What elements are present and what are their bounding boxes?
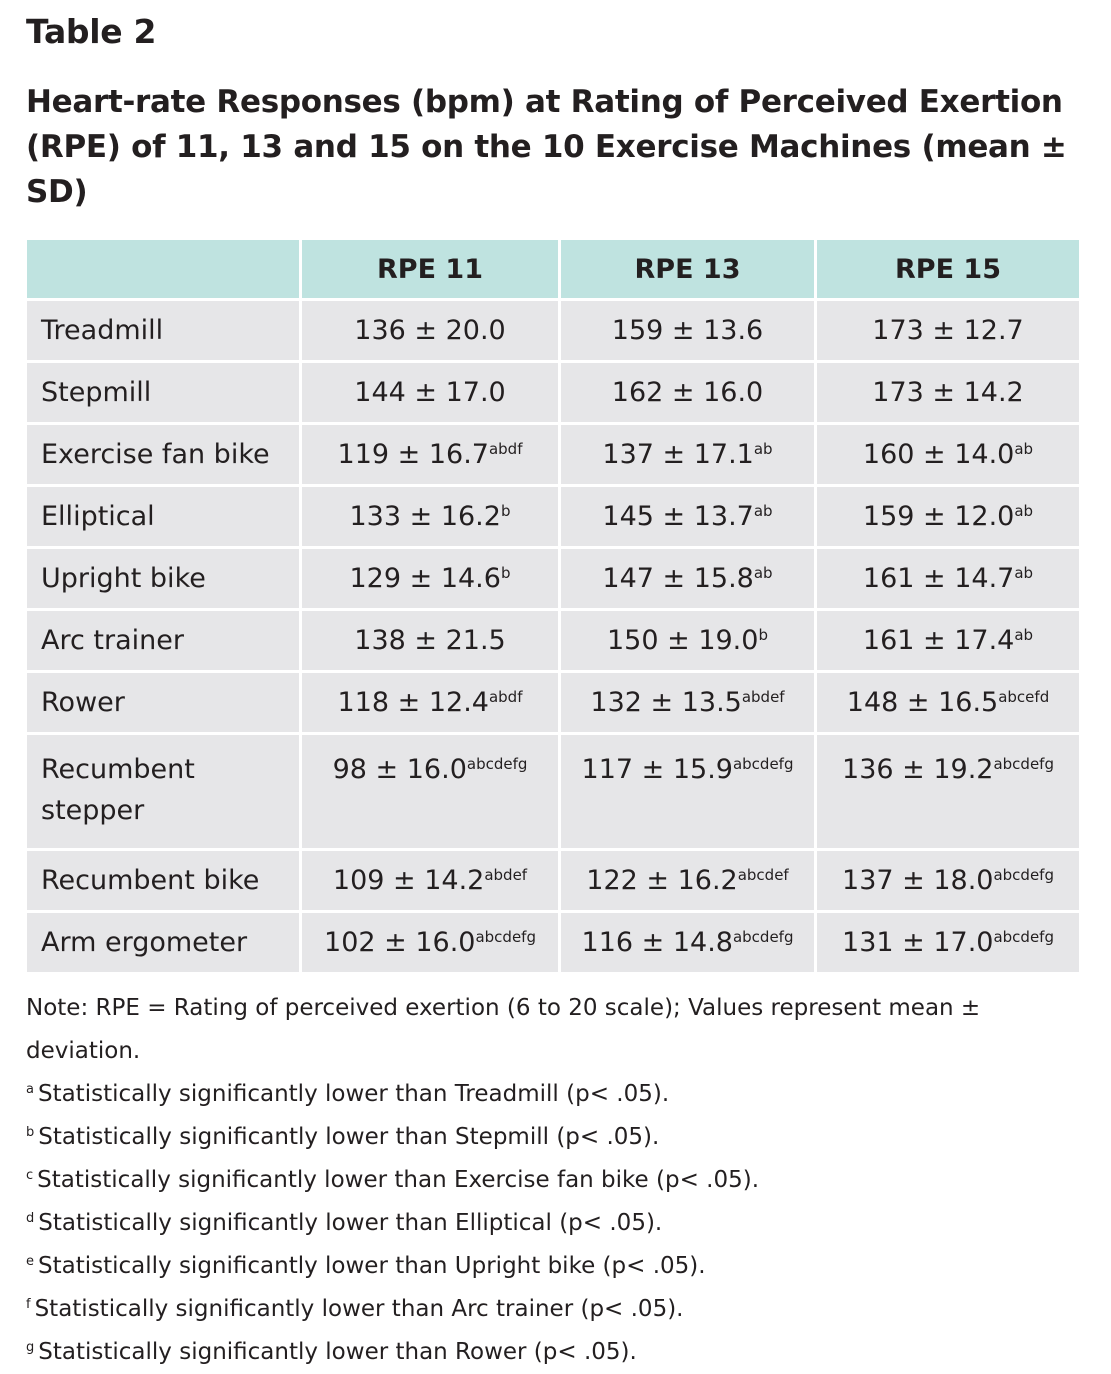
hr-value: 102 ± 16.0 — [324, 927, 476, 958]
footnote-mark: b — [26, 1125, 35, 1140]
hr-value: 173 ± 14.2 — [872, 377, 1024, 408]
machine-name: Elliptical — [27, 487, 299, 546]
hr-value: 147 ± 15.8 — [602, 563, 754, 594]
hr-cell-rpe11 — [302, 301, 558, 360]
table-row — [27, 913, 1079, 972]
hr-value: 132 ± 13.5 — [590, 687, 742, 718]
machine-name: Arc trainer — [27, 611, 299, 670]
hr-cell-rpe11 — [302, 611, 558, 670]
significance-marks: ab — [1014, 564, 1034, 582]
hr-value: 117 ± 15.9 — [581, 754, 733, 785]
hr-cell-rpe11 — [302, 487, 558, 546]
hr-value: 119 ± 16.7 — [337, 439, 489, 470]
machine-name: Recumbent stepper — [27, 735, 299, 848]
table-title: Heart-rate Responses (bpm) at Rating of Perceived Exertion (RPE) of 11, 13 and 15 on the 10 Exercise Machines (mean ± SD) — [26, 84, 1067, 210]
header-row — [27, 240, 1079, 298]
hr-value: 131 ± 17.0 — [842, 927, 994, 958]
hr-value: 137 ± 17.1 — [602, 439, 754, 470]
significance-marks: abcdefg — [732, 928, 794, 946]
significance-marks: abcefd — [998, 688, 1050, 706]
hr-cell-rpe11 — [302, 549, 558, 608]
machine-name: Stepmill — [27, 363, 299, 422]
significance-marks: abcdef — [737, 866, 789, 884]
header-rpe-11: RPE 11 — [302, 240, 558, 298]
hr-cell-rpe15 — [817, 549, 1079, 608]
footnote-text: Statistically significantly lower than Treadmill (p< .05). — [37, 1081, 670, 1107]
table-row — [27, 549, 1079, 608]
footnote-mark: a — [26, 1082, 34, 1097]
machine-name: Recumbent bike — [27, 851, 299, 910]
hr-cell-rpe13 — [561, 549, 814, 608]
significance-marks: abcdefg — [475, 928, 536, 946]
table-row — [27, 851, 1079, 910]
machine-name: Rower — [27, 673, 299, 732]
hr-cell-rpe13 — [561, 425, 814, 484]
hr-cell-rpe15 — [817, 851, 1079, 910]
hr-value: 148 ± 16.5 — [846, 687, 999, 718]
document — [26, 0, 1078, 1374]
hr-cell-rpe15 — [817, 913, 1079, 972]
footnote-text: Statistically significantly lower than Elliptical (p< .05). — [38, 1210, 663, 1236]
table-body — [27, 301, 1079, 972]
significance-marks: ab — [753, 440, 773, 458]
header-rpe-13: RPE 13 — [561, 240, 814, 298]
hr-value: 116 ± 14.8 — [581, 927, 733, 958]
table-row — [27, 425, 1079, 484]
table-row — [27, 611, 1079, 670]
footnote-text: Statistically significantly lower than Arc trainer (p< .05). — [34, 1296, 684, 1322]
significance-marks: abcdefg — [466, 755, 528, 773]
hr-cell-rpe13 — [561, 487, 814, 546]
significance-marks: abcdefg — [993, 755, 1054, 773]
hr-cell-rpe13 — [561, 611, 814, 670]
hr-cell-rpe15 — [817, 301, 1079, 360]
hr-value: 129 ± 14.6 — [349, 563, 501, 594]
significance-marks: abdef — [484, 866, 528, 884]
hr-cell-rpe13 — [561, 851, 814, 910]
header-corner — [27, 240, 299, 298]
note-line: Note: RPE = Rating of perceived exertion (6 to 20 scale); Values represent mean ± — [26, 995, 981, 1021]
hr-cell-rpe15 — [817, 735, 1079, 848]
footnote-text: Statistically significantly lower than Exercise fan bike (p< .05). — [37, 1167, 760, 1193]
hr-value: 145 ± 13.7 — [602, 501, 754, 532]
footnote — [26, 1159, 1078, 1202]
hr-cell-rpe13 — [561, 363, 814, 422]
footnote-text: Statistically significantly lower than Stepmill (p< .05). — [38, 1124, 660, 1150]
footnote-mark: e — [26, 1254, 34, 1269]
hr-cell-rpe11 — [302, 913, 558, 972]
hr-cell-rpe13 — [561, 301, 814, 360]
note-line: deviation. — [26, 1038, 141, 1064]
machine-name: Treadmill — [27, 301, 299, 360]
heart-rate-table — [24, 237, 1082, 975]
hr-cell-rpe11 — [302, 363, 558, 422]
significance-marks: b — [500, 502, 511, 520]
table-row — [27, 735, 1079, 848]
hr-cell-rpe15 — [817, 363, 1079, 422]
hr-cell-rpe15 — [817, 611, 1079, 670]
significance-marks: b — [500, 564, 511, 582]
significance-marks: ab — [1014, 440, 1034, 458]
footnote — [26, 1288, 1078, 1331]
hr-value: 109 ± 14.2 — [332, 865, 485, 896]
hr-value: 159 ± 13.6 — [611, 315, 764, 346]
hr-cell-rpe15 — [817, 425, 1079, 484]
hr-cell-rpe11 — [302, 673, 558, 732]
machine-name: Exercise fan bike — [27, 425, 299, 484]
significance-marks: abcdefg — [732, 755, 794, 773]
table-row — [27, 301, 1079, 360]
footnote-mark: f — [26, 1297, 31, 1312]
hr-value: 136 ± 20.0 — [354, 315, 506, 346]
significance-marks: ab — [1014, 502, 1034, 520]
hr-cell-rpe11 — [302, 851, 558, 910]
hr-cell-rpe15 — [817, 673, 1079, 732]
hr-value: 122 ± 16.2 — [586, 865, 738, 896]
hr-value: 136 ± 19.2 — [842, 754, 994, 785]
significance-marks: abcdefg — [993, 928, 1054, 946]
hr-value: 159 ± 12.0 — [862, 501, 1015, 532]
hr-value: 162 ± 16.0 — [611, 377, 764, 408]
hr-value: 144 ± 17.0 — [354, 377, 506, 408]
footnote — [26, 1245, 1078, 1288]
header-rpe-15: RPE 15 — [817, 240, 1079, 298]
hr-value: 118 ± 12.4 — [337, 687, 489, 718]
footnote-mark: c — [26, 1168, 34, 1183]
machine-name: Arm ergometer — [27, 913, 299, 972]
footnote — [26, 1331, 1078, 1374]
footnote — [26, 1116, 1078, 1159]
hr-cell-rpe11 — [302, 735, 558, 848]
table-row — [27, 363, 1079, 422]
hr-value: 150 ± 19.0 — [607, 625, 759, 656]
table-row — [27, 487, 1079, 546]
table-row — [27, 673, 1079, 732]
footnote — [26, 1073, 1078, 1116]
hr-value: 160 ± 14.0 — [862, 439, 1015, 470]
footnote-mark: g — [26, 1340, 35, 1355]
footnote-mark: d — [26, 1211, 35, 1226]
significance-marks: abdef — [741, 688, 785, 706]
footnote — [26, 1202, 1078, 1245]
hr-value: 137 ± 18.0 — [842, 865, 994, 896]
significance-marks: ab — [1014, 626, 1034, 644]
hr-value: 173 ± 12.7 — [872, 315, 1024, 346]
footnote-text: Statistically significantly lower than Upright bike (p< .05). — [38, 1253, 706, 1279]
significance-marks: b — [758, 626, 768, 644]
significance-marks: abcdefg — [993, 866, 1054, 884]
table-label: Table 2 — [26, 12, 157, 51]
hr-value: 133 ± 16.2 — [349, 501, 501, 532]
hr-value: 161 ± 14.7 — [862, 563, 1015, 594]
hr-cell-rpe15 — [817, 487, 1079, 546]
hr-cell-rpe11 — [302, 425, 558, 484]
hr-value: 138 ± 21.5 — [354, 625, 506, 656]
hr-cell-rpe13 — [561, 735, 814, 848]
significance-marks: abdf — [488, 440, 523, 458]
footnote-text: Statistically significantly lower than Rower (p< .05). — [38, 1339, 637, 1365]
machine-name: Upright bike — [27, 549, 299, 608]
hr-cell-rpe13 — [561, 673, 814, 732]
hr-value: 161 ± 17.4 — [862, 625, 1015, 656]
significance-marks: ab — [753, 564, 773, 582]
footnote-list — [26, 1073, 1078, 1374]
significance-marks: ab — [753, 502, 773, 520]
hr-value: 98 ± 16.0 — [332, 754, 467, 785]
table-notes — [26, 987, 1078, 1374]
significance-marks: abdf — [488, 688, 523, 706]
hr-cell-rpe13 — [561, 913, 814, 972]
